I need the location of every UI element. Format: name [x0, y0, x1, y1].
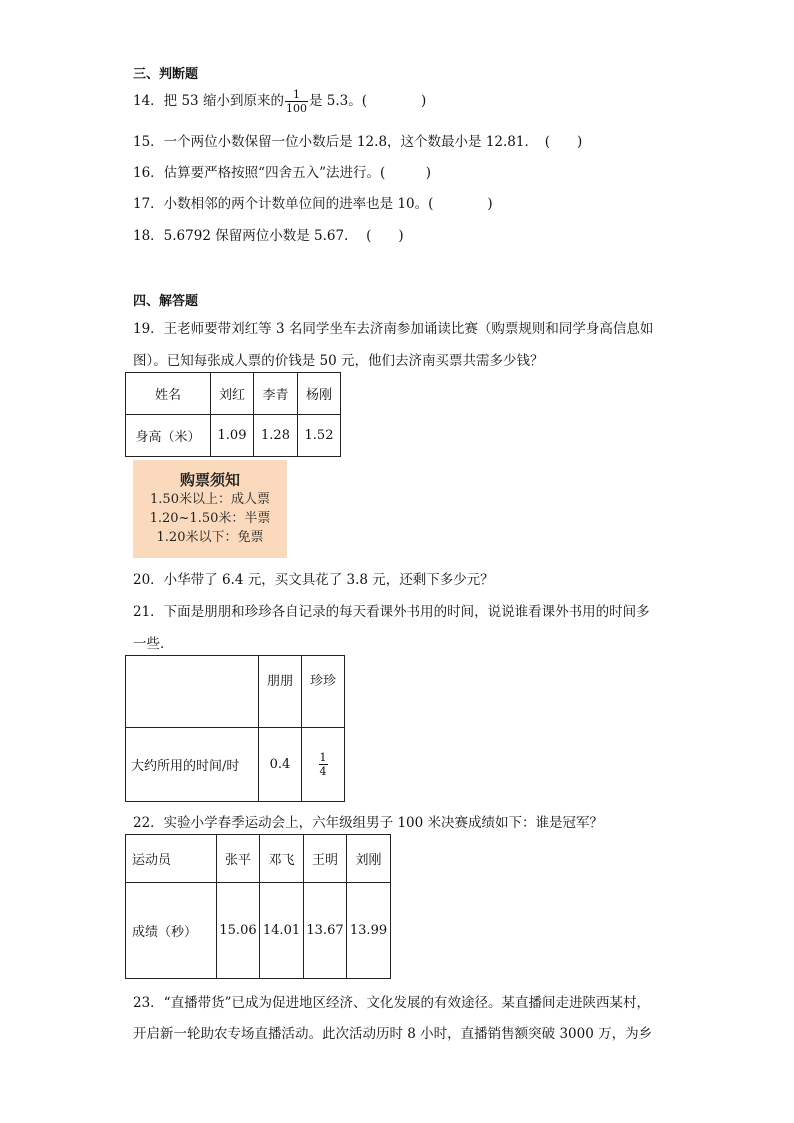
question-23-line2: 开启新一轮助农专场直播活动。此次活动历时 8 小时，直播销售额突破 3000 万，为乡: [133, 1026, 653, 1042]
notice-rule: 1.50米以上：成人票: [150, 492, 270, 507]
table-header-cell: 朋朋: [259, 656, 302, 728]
table-header-cell: [126, 656, 259, 728]
table-header-cell: 运动员: [126, 835, 217, 883]
question-23-line1: 23．“直播带货”已成为促进地区经济、文化发展的有效途径。某直播间走进陕西某村，: [133, 995, 650, 1011]
table-cell: 13.67: [304, 883, 347, 979]
question-22: 22．实验小学春季运动会上，六年级组男子 100 米决赛成绩如下：谁是冠军？: [133, 815, 604, 831]
question-15: 15．一个两位小数保留一位小数后是 12.8，这个数最小是 12.81． ( ): [133, 134, 583, 150]
question-20: 20．小华带了 6.4 元，买文具花了 3.8 元，还剩下多少元？: [133, 572, 494, 588]
table-header-cell: 邓飞: [260, 835, 304, 883]
table-row-label: 成绩（秒）: [126, 883, 217, 979]
notice-rule: 1.20~1.50米：半票: [149, 511, 271, 526]
table-cell: [302, 728, 345, 802]
table-header-cell: 李青: [254, 373, 298, 415]
table-header-cell: 姓名: [126, 373, 211, 415]
question-18: 18．5.6792 保留两位小数是 5.67. ( ): [133, 228, 404, 244]
fraction: [285, 88, 308, 115]
table-cell: 1.28: [254, 415, 298, 457]
question-21-line1: 21．下面是朋朋和珍珍各自记录的每天看课外书用的时间，说说谁看课外书用的时间多: [133, 604, 650, 620]
question-19-line2: 图）。已知每张成人票的价钱是 50 元，他们去济南买票共需多少钱？: [133, 353, 544, 369]
reading-time-table: [125, 655, 345, 802]
table-header-cell: 张平: [217, 835, 260, 883]
height-table: [125, 372, 341, 457]
table-row-label: 大约所用的时间/时: [126, 728, 259, 802]
question-16: 16．估算要严格按照“四舍五入”法进行。( ): [133, 165, 432, 181]
table-cell: 13.99: [347, 883, 391, 979]
fraction-denominator: 100: [285, 102, 307, 115]
fraction-numerator: 1: [319, 751, 327, 764]
table-cell: 1.52: [298, 415, 341, 457]
fraction: [319, 751, 328, 778]
table-header-cell: 杨刚: [298, 373, 341, 415]
fraction-numerator: 1: [285, 88, 308, 102]
question-14-text-end: 是 5.3。( ): [308, 93, 427, 109]
section4-heading: 四、解答题: [133, 294, 199, 309]
table-header-cell: 刘刚: [347, 835, 391, 883]
notice-title: 购票须知: [179, 471, 240, 489]
table-cell: 0.4: [259, 728, 302, 802]
table-cell: 身高（米）: [126, 415, 211, 457]
notice-rule: 1.20米以下：免票: [156, 530, 264, 545]
table-cell: 1.09: [211, 415, 254, 457]
table-header-cell: 刘红: [211, 373, 254, 415]
section3-heading: 三、判断题: [133, 67, 199, 82]
table-header-cell: 珍珍: [302, 656, 345, 728]
fraction-denominator: 4: [319, 765, 327, 778]
race-results-table: [125, 834, 391, 979]
table-cell: 14.01: [260, 883, 304, 979]
question-17: 17．小数相邻的两个计数单位间的进率也是 10。( ): [133, 196, 493, 212]
question-14: [133, 88, 426, 115]
ticket-notice-box: [133, 460, 287, 558]
table-header-cell: 王明: [304, 835, 347, 883]
question-14-text-start: 14．把 53 缩小到原来的: [133, 93, 284, 109]
question-19-line1: 19．王老师要带刘红等 3 名同学坐车去济南参加诵读比赛（购票规则和同学身高信息如: [133, 321, 654, 337]
question-21-line2: 一些．: [133, 636, 174, 652]
table-cell: 15.06: [217, 883, 260, 979]
